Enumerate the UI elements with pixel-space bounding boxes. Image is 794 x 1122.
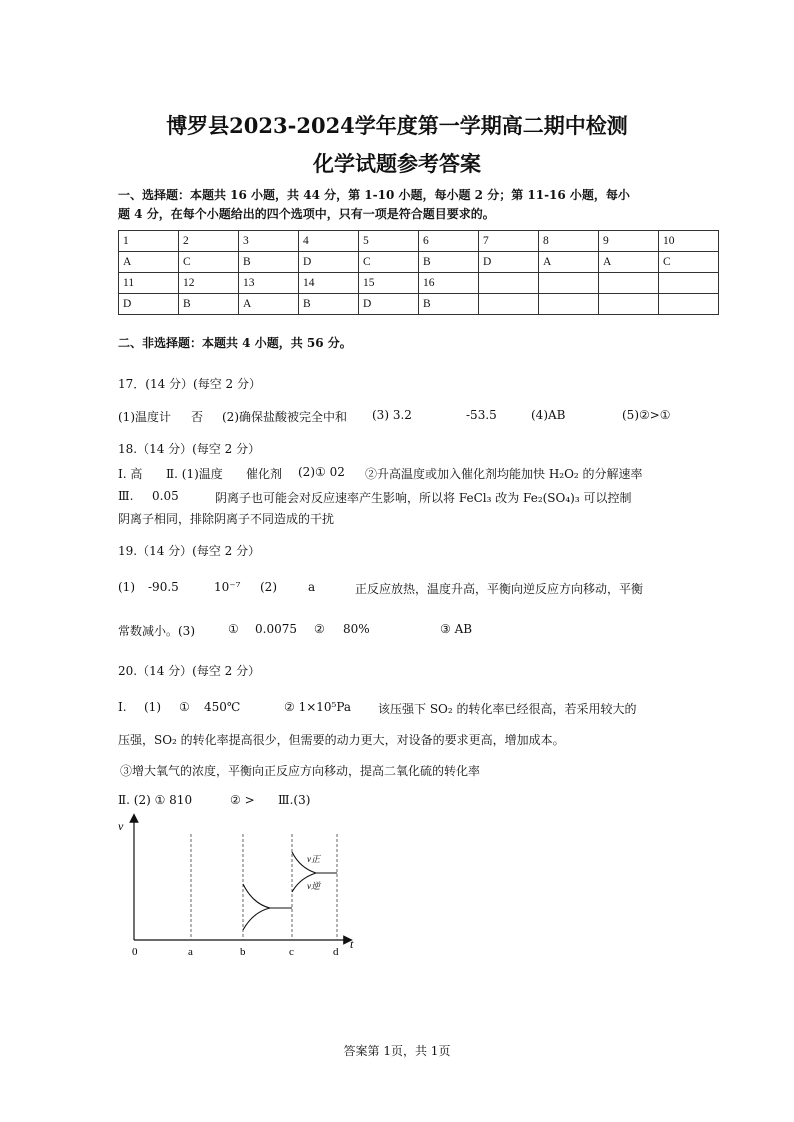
q17-answer: (4)AB: [531, 408, 566, 422]
answer-table: [118, 230, 719, 315]
q17-header: 17．(14 分）(每空 2 分）: [118, 377, 261, 391]
q20-line2: 压强，SO₂ 的转化率提高很少，但需要的动力更大，对设备的要求更高，增加成本。: [118, 733, 565, 747]
q19-answer: 10⁻⁷: [214, 580, 241, 594]
answer-table-cell: D: [479, 252, 539, 273]
answer-table-cell: 2: [179, 231, 239, 252]
q19-answer: ①: [228, 622, 239, 636]
answer-table-cell: A: [119, 252, 179, 273]
rate-time-graph: [110, 812, 360, 962]
q17-answer: 否: [191, 410, 204, 424]
q20-line3: ③增大氧气的浓度，平衡向正反应方向移动，提高二氧化硫的转化率: [120, 764, 481, 778]
q19-answer: 常数减小。(3): [118, 624, 195, 638]
q19-answer: ②: [314, 622, 325, 636]
q19-answer: 80%: [343, 622, 370, 636]
q20-answer: (1): [144, 700, 161, 714]
answer-table-cell: D: [119, 294, 179, 315]
answer-table-cell: [659, 273, 719, 294]
answer-table-cell: 8: [539, 231, 599, 252]
q19-answer: -90.5: [148, 580, 179, 594]
section1-heading-line2: 题 4 分，在每个小题给出的四个选项中，只有一项是符合题目要求的。: [118, 207, 495, 221]
answer-table-cell: C: [659, 252, 719, 273]
v-reverse-label: v逆: [307, 881, 320, 891]
answer-table-cell: D: [299, 252, 359, 273]
q18-answer: Ⅱ. (1)温度: [166, 467, 223, 481]
answer-table-cell: B: [419, 294, 479, 315]
q19-answer: (1): [118, 580, 135, 594]
answer-table-row: [119, 273, 719, 294]
q18-answer: Ⅲ.: [118, 489, 134, 503]
answer-table-cell: B: [239, 252, 299, 273]
section1-heading-line1: 一、选择题：本题共 16 小题，共 44 分，第 1-10 小题，每小题 2 分；第 11-16 小题，每小: [118, 188, 630, 202]
q20-answer: ② 1×10⁵Pa: [284, 700, 352, 714]
answer-table-cell: 12: [179, 273, 239, 294]
q18-answer: (2)① 02: [298, 465, 345, 479]
answer-table-cell: 4: [299, 231, 359, 252]
answer-table-cell: 14: [299, 273, 359, 294]
q20-answer: 450℃: [204, 700, 241, 714]
answer-table-row: [119, 294, 719, 315]
q20-answer: ①: [179, 700, 190, 714]
q20-header: 20.（14 分）(每空 2 分）: [118, 664, 261, 678]
origin-label: 0: [132, 946, 138, 958]
y-axis-label: v: [118, 819, 124, 833]
page-title: 博罗县2023-2024学年度第一学期高二期中检测: [166, 113, 628, 138]
answer-table-cell: [479, 273, 539, 294]
tick-label-c: c: [289, 946, 294, 958]
answer-table-cell: 11: [119, 273, 179, 294]
q17-answer: (2)确保盐酸被完全中和: [222, 410, 347, 424]
page-subtitle: 化学试题参考答案: [313, 151, 481, 176]
q18-answer: 0.05: [152, 489, 179, 503]
q19-answer: a: [308, 580, 316, 594]
q20-answer: Ⅱ. (2) ① 810: [118, 793, 193, 807]
answer-table-cell: [599, 294, 659, 315]
q18-answer: ②升高温度或加入催化剂均能加快 H₂O₂ 的分解速率: [365, 467, 643, 481]
answer-table-cell: C: [359, 252, 419, 273]
answer-table-cell: 15: [359, 273, 419, 294]
answer-table-cell: A: [239, 294, 299, 315]
answer-table-cell: 6: [419, 231, 479, 252]
q18-answer: 催化剂: [246, 467, 283, 481]
section2-heading: 二、非选择题：本题共 4 小题，共 56 分。: [118, 336, 352, 350]
answer-table-cell: [479, 294, 539, 315]
answer-table-cell: 10: [659, 231, 719, 252]
answer-table-cell: [539, 294, 599, 315]
curve-bc-upper: [243, 884, 292, 908]
answer-table-cell: B: [179, 294, 239, 315]
q18-line3: 阴离子相同，排除阴离子不同造成的干扰: [118, 512, 335, 526]
q19-header: 19.（14 分）(每空 2 分）: [118, 544, 261, 558]
answer-table-cell: [659, 294, 719, 315]
q19-answer: ③ AB: [440, 622, 473, 636]
q20-answer: I.: [118, 700, 127, 714]
answer-table-cell: 3: [239, 231, 299, 252]
answer-table-cell: B: [419, 252, 479, 273]
q19-answer: 0.0075: [255, 622, 297, 636]
q19-answer: 正反应放热，温度升高，平衡向逆反应方向移动，平衡: [355, 582, 644, 596]
q17-answer: -53.5: [466, 408, 497, 422]
answer-table-cell: [599, 273, 659, 294]
answer-table-cell: 7: [479, 231, 539, 252]
q17-answer: (1)温度计: [118, 410, 171, 424]
q17-answer: (5)②>①: [622, 408, 671, 422]
answer-table-row: [119, 231, 719, 252]
q20-answer: Ⅲ.(3): [278, 793, 311, 807]
answer-table-cell: 5: [359, 231, 419, 252]
curve-bc-lower: [243, 908, 270, 930]
q18-header: 18.（14 分）(每空 2 分）: [118, 442, 261, 456]
answer-table-cell: 16: [419, 273, 479, 294]
q20-answer: 该压强下 SO₂ 的转化率已经很高，若采用较大的: [378, 702, 637, 716]
tick-label-d: d: [333, 946, 339, 958]
tick-label-a: a: [188, 946, 193, 958]
answer-table-cell: 1: [119, 231, 179, 252]
q17-answer: (3) 3.2: [372, 408, 412, 422]
q18-answer: 阴离子也可能会对反应速率产生影响，所以将 FeCl₃ 改为 Fe₂(SO₄)₃ 可以控制: [215, 491, 632, 505]
page-footer: 答案第 1页，共 1页: [343, 1044, 451, 1058]
v-forward-label: v正: [307, 854, 320, 864]
answer-table-row: [119, 252, 719, 273]
x-axis-label: t: [350, 937, 354, 951]
q20-answer: ② >: [230, 793, 255, 807]
answer-table-cell: A: [539, 252, 599, 273]
tick-label-b: b: [240, 946, 246, 958]
answer-table-cell: C: [179, 252, 239, 273]
answer-table-cell: 9: [599, 231, 659, 252]
q18-answer: I. 高: [118, 467, 143, 481]
answer-table-cell: [539, 273, 599, 294]
answer-table-cell: B: [299, 294, 359, 315]
q19-answer: (2): [260, 580, 277, 594]
answer-table-cell: 13: [239, 273, 299, 294]
answer-table-cell: D: [359, 294, 419, 315]
answer-table-cell: A: [599, 252, 659, 273]
